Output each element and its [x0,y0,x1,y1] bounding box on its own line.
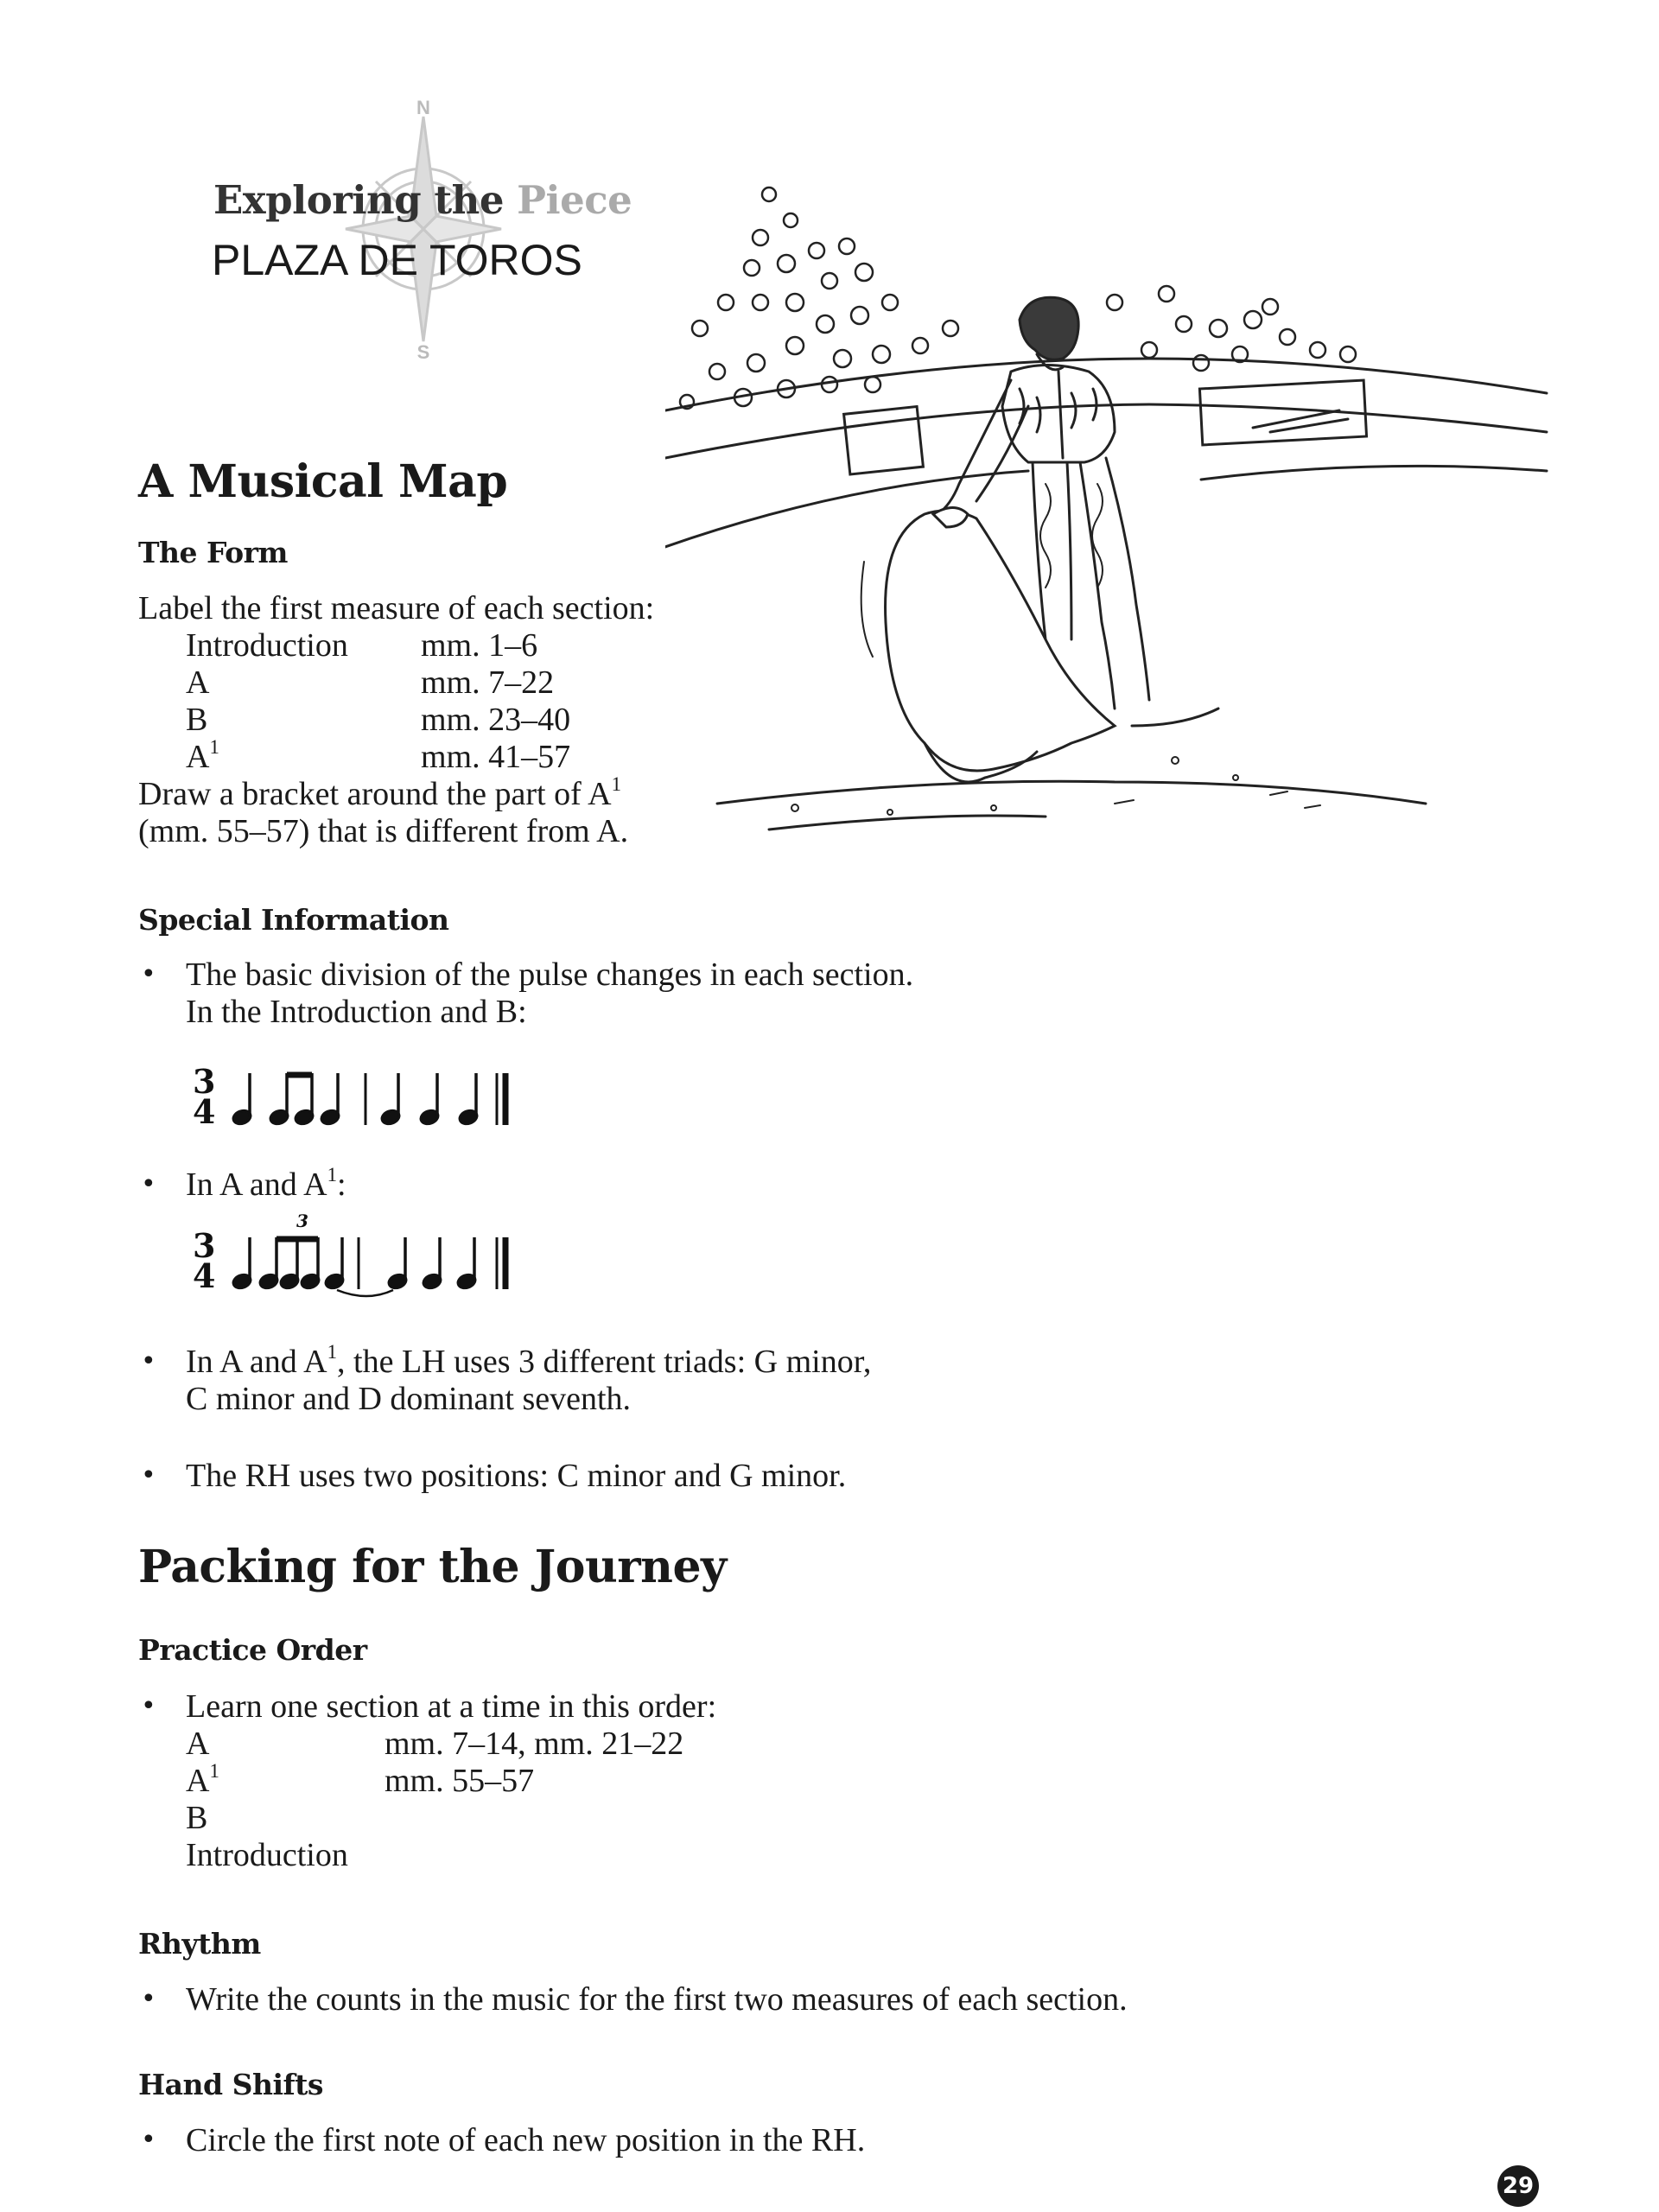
bullet: • [141,2125,156,2155]
form-row-name: A [186,664,210,701]
form-row-name: Introduction [186,627,348,664]
rhythm-b1: Write the counts in the music for the first two measures of each section. [186,1981,1128,2018]
special-b3-text: In A and A [186,1344,327,1380]
page-number [1497,2165,1539,2207]
bullet: • [141,1460,156,1491]
compass-n: N [416,97,430,118]
compass-rose-watermark [341,95,505,363]
special-b3-line2: C minor and D dominant seventh. [186,1381,632,1417]
bullet: • [141,959,156,989]
form-row-name: A [186,739,210,775]
form-row [186,664,209,702]
special-b2-colon: : [337,1166,346,1203]
exploring-text: Exploring the [213,177,518,223]
special-b3-line1 [186,1341,872,1381]
bracket-instruction-line2: (mm. 55–57) that is different from A. [138,813,629,849]
form-row-sup: 1 [209,736,219,759]
time-sig-top: 3 [193,1062,216,1101]
form-row-name: B [186,702,208,738]
packing-title: Packing for the Journey [138,1541,727,1593]
bracket-text: Draw a bracket around the part of A [138,776,612,812]
practice-order-heading: Practice Order [138,1633,367,1667]
practice-row-name [186,1760,219,1800]
rhythm-heading: Rhythm [138,1927,261,1961]
practice-name: B [186,1800,208,1836]
practice-name: A [186,1763,210,1799]
bullet: • [141,1984,156,2014]
hand-shifts-heading: Hand Shifts [138,2068,323,2101]
piece-text: Piece [517,177,632,223]
bullet: • [141,1169,156,1199]
page-number-text: 29 [1502,2173,1535,2199]
bullet: • [141,1346,156,1376]
practice-sup: 1 [209,1760,219,1783]
special-b3-rest: , the LH uses 3 different triads: G minor, [337,1344,872,1380]
practice-name: Introduction [186,1837,348,1873]
piece-title: PLAZA DE TOROS [212,236,582,284]
time-sig-top: 3 [193,1226,216,1265]
form-row [186,627,348,664]
form-row-measures: mm. 7–22 [421,664,555,701]
practice-b1: Learn one section at a time in this order: [186,1688,717,1725]
hand-shifts-b1: Circle the first note of each new position in the RH. [186,2122,866,2158]
bullfighter-illustration [665,173,1555,847]
practice-row-measures: mm. 7–14, mm. 21–22 [385,1726,684,1762]
special-b2-sup: 1 [327,1164,338,1186]
practice-name: A [186,1726,210,1762]
bullet: • [141,1691,156,1721]
special-info-heading: Special Information [138,903,449,937]
form-row [186,736,219,776]
time-sig-bottom: 4 [193,1256,216,1295]
form-intro: Label the first measure of each section: [138,590,655,626]
form-row-measures: mm. 23–40 [421,702,571,738]
triplet-mark: 3 [296,1211,308,1231]
special-b4: The RH uses two positions: C minor and G minor. [186,1458,847,1494]
rhythm-notation-intro-b [186,1054,549,1141]
bracket-instruction-line1 [138,773,622,813]
musical-map-title: A Musical Map [138,455,508,508]
practice-row-name [186,1800,207,1837]
form-row [186,702,207,739]
special-b2-text: In A and A [186,1166,327,1203]
practice-row-name [186,1726,209,1763]
practice-row-name [186,1837,348,1874]
rhythm-notation-a-sections [186,1205,549,1300]
practice-row-measures: mm. 55–57 [385,1763,535,1799]
special-b1-line1: The basic division of the pulse changes in each section. [186,957,914,993]
form-row-measures: mm. 1–6 [421,627,538,664]
compass-s: S [416,341,430,363]
special-b3-sup: 1 [327,1341,338,1363]
form-row-measures: mm. 41–57 [421,739,571,775]
exploring-the-piece-heading [213,177,632,223]
bracket-sup: 1 [611,773,622,796]
special-b1-line2: In the Introduction and B: [186,994,527,1030]
special-b2 [186,1166,346,1204]
time-sig-bottom: 4 [193,1092,216,1131]
form-heading: The Form [138,536,288,569]
